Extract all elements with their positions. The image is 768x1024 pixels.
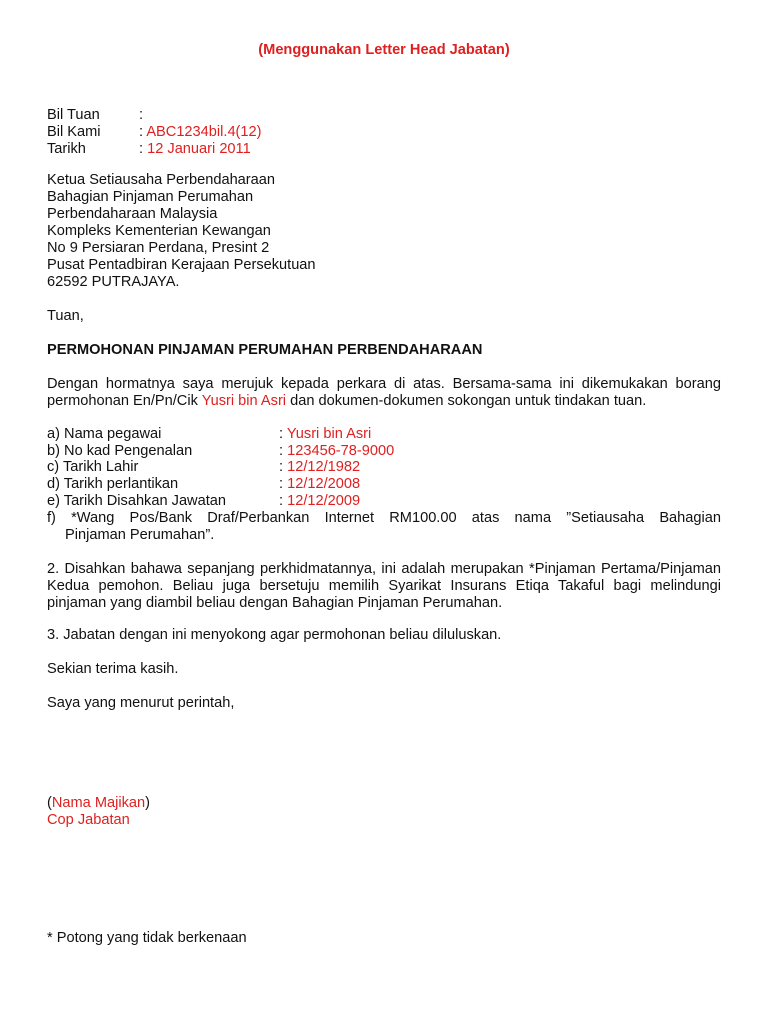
detail-colon: :	[279, 459, 288, 475]
detail-row	[47, 443, 394, 460]
detail-row	[47, 459, 360, 476]
paragraph-3: 3. Jabatan dengan ini menyokong agar permohonan beliau diluluskan.	[47, 627, 502, 643]
salutation: Tuan,	[47, 308, 84, 324]
detail-colon: :	[279, 426, 287, 442]
address-line: Pusat Pentadbiran Kerajaan Persekutuan	[47, 257, 316, 273]
item-f-line-2: Pinjaman Perumahan”.	[65, 527, 215, 543]
detail-row	[47, 493, 360, 510]
detail-value: 12/12/2009	[287, 493, 361, 509]
detail-row	[47, 476, 360, 493]
paren-open: (	[47, 795, 52, 811]
detail-colon: :	[279, 443, 288, 459]
signatory-name	[47, 795, 150, 812]
address-line: Kompleks Kementerian Kewangan	[47, 223, 271, 239]
address-line: Perbendaharaan Malaysia	[47, 206, 218, 222]
recipient-address	[47, 172, 316, 291]
paren-close: )	[145, 795, 151, 811]
letterhead-note: (Menggunakan Letter Head Jabatan)	[258, 42, 510, 58]
reference-label: Bil Kami	[47, 124, 101, 140]
detail-label: d) Tarikh perlantikan	[47, 476, 179, 492]
detail-colon: :	[279, 493, 288, 509]
applicant-name: Yusri bin Asri	[201, 393, 287, 409]
address-line: 62592 PUTRAJAYA.	[47, 274, 180, 290]
reference-colon: :	[139, 141, 148, 157]
address-line: No 9 Persiaran Perdana, Presint 2	[47, 240, 270, 256]
reference-colon: :	[139, 124, 147, 140]
intro-paragraph	[47, 376, 721, 410]
detail-value: 123456-78-9000	[287, 443, 395, 459]
footnote: * Potong yang tidak berkenaan	[47, 930, 247, 946]
item-f-line-1: f) *Wang Pos/Bank Draf/Perbankan Internet RM100.00 atas nama ”Setiausaha Bahagian	[47, 510, 721, 526]
detail-label: c) Tarikh Lahir	[47, 459, 139, 475]
detail-value: 12/12/2008	[287, 476, 361, 492]
department-stamp: Cop Jabatan	[47, 812, 130, 828]
reference-row-bil-kami	[47, 124, 262, 141]
detail-label: a) Nama pegawai	[47, 426, 162, 442]
employer-name: Nama Majikan	[51, 795, 146, 811]
address-line: Ketua Setiausaha Perbendaharaan	[47, 172, 276, 188]
detail-item-f	[47, 510, 721, 544]
detail-value: 12/12/1982	[287, 459, 361, 475]
detail-label: e) Tarikh Disahkan Jawatan	[47, 493, 227, 509]
detail-value: Yusri bin Asri	[286, 426, 372, 442]
closing: Sekian terima kasih.	[47, 661, 179, 677]
reference-label: Tarikh	[47, 141, 86, 157]
reference-label: Bil Tuan	[47, 107, 100, 123]
intro-text-before: Dengan hormatnya saya merujuk kepada perkara di atas. Bersama-sama ini dikemukakan borang permohonan En/Pn/Cik	[47, 376, 721, 409]
intro-text-after: dan dokumen-dokumen sokongan untuk tindakan tuan.	[286, 393, 647, 409]
detail-row	[47, 426, 371, 443]
sign-off: Saya yang menurut perintah,	[47, 695, 235, 711]
detail-label: b) No kad Pengenalan	[47, 443, 193, 459]
reference-colon: :	[139, 107, 144, 123]
address-line: Bahagian Pinjaman Perumahan	[47, 189, 254, 205]
detail-colon: :	[279, 476, 288, 492]
reference-value: 12 Januari 2011	[147, 141, 251, 157]
reference-value: ABC1234bil.4(12)	[146, 124, 262, 140]
reference-row-bil-tuan	[47, 107, 143, 124]
subject-heading: PERMOHONAN PINJAMAN PERUMAHAN PERBENDAHARAAN	[47, 342, 483, 358]
reference-row-tarikh	[47, 141, 251, 158]
paragraph-2: 2. Disahkan bahawa sepanjang perkhidmatannya, ini adalah merupakan *Pinjaman Pertama/Pinjaman Kedua pemohon. Beliau juga bersetuju memilih Syarikat Insurans Etiqa Takaful bagi melindungi pinjaman yang diambil beliau dengan Bahagian Pinjaman Perumahan.	[47, 561, 721, 611]
